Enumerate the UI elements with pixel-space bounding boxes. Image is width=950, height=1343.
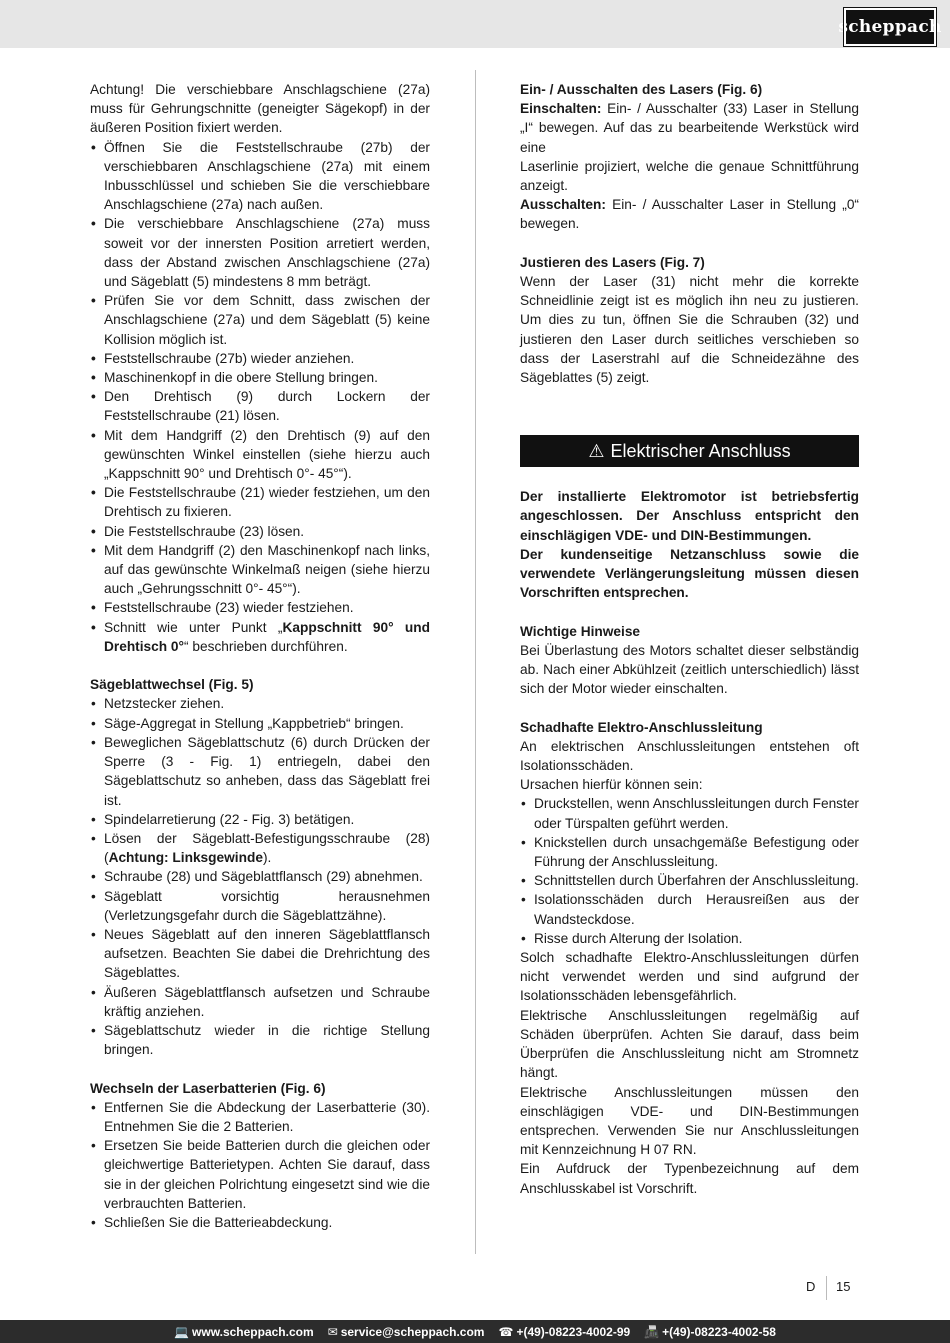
saw-blade-steps-list xyxy=(90,694,430,1059)
list-item: • Öffnen Sie die Feststellschraube (27b) der verschiebbaren Anschlagschiene (27a) mit einem Inbusschlüssel und schieben Sie die verschiebbare Anschlagschiene (27a) nach außen. xyxy=(90,138,430,215)
list-item: • Schließen Sie die Batterieabdeckung. xyxy=(90,1213,430,1232)
mains-connection-note: Der kundenseitige Netzanschluss sowie die verwendete Verlängerungsleitung müssen diesen Vorschriften entsprechen. xyxy=(520,546,859,601)
list-item: • Schraube (28) und Sägeblattflansch (29) abnehmen. xyxy=(90,867,430,886)
section-title-text: Elektrischer Anschluss xyxy=(610,441,791,462)
defective-cable-heading: Schadhafte Elektro-Anschlussleitung xyxy=(520,719,763,735)
list-item: • Die Feststellschraube (21) wieder festziehen, um den Drehtisch zu fixieren. xyxy=(90,483,430,521)
laser-adjust-heading: Justieren des Lasers (Fig. 7) xyxy=(520,254,705,270)
list-item: • Risse durch Alterung der Isolation. xyxy=(520,929,859,948)
list-item: • Maschinenkopf in die obere Stellung bringen. xyxy=(90,368,430,387)
list-item: • Die verschiebbare Anschlagschiene (27a) muss soweit vor der innersten Position arretiert werden, dass der Abstand zwischen Anschlagschiene (27a) und Sägeblatt (5) mindestens 8 mm beträgt. xyxy=(90,214,430,291)
fax-icon: 📠 xyxy=(644,1324,660,1339)
step-emphasis: Achtung: Linksgewinde xyxy=(108,850,263,866)
list-item: • Sägeblattschutz wieder in die richtige Stellung bringen. xyxy=(90,1021,430,1059)
list-item: • Den Drehtisch (9) durch Lockern der Feststellschraube (21) lösen. xyxy=(90,387,430,425)
footer-bar xyxy=(0,1320,950,1343)
footer-website[interactable] xyxy=(174,1325,314,1339)
laser-line-text: Laserlinie projiziert, welche die genaue Schnittführung anzeigt. xyxy=(520,158,859,194)
scheppach-logo: scheppach xyxy=(844,8,936,46)
defective-cable-paragraph: Solch schadhafte Elektro-Anschlussleitungen dürfen nicht verwendet werden und sind aufgrund der Isolationsschäden lebensgefährlich. xyxy=(520,950,859,1004)
list-item: • Entfernen Sie die Abdeckung der Laserbatterie (30). Entnehmen Sie die 2 Batterien. xyxy=(90,1098,430,1136)
list-item: • Feststellschraube (27b) wieder anziehen. xyxy=(90,349,430,368)
defective-cable-intro: An elektrischen Anschlussleitungen entstehen oft Isolationsschäden. xyxy=(520,738,859,774)
step-text: Schnitt wie unter Punkt „ xyxy=(104,619,283,635)
laser-off-description: Ein- / Ausschalter Laser in Stellung „0“ bewegen. xyxy=(520,197,859,232)
laser-battery-steps-list xyxy=(90,1098,430,1232)
footer-fax xyxy=(644,1325,776,1339)
footer-email[interactable] xyxy=(328,1325,485,1339)
email-text: service@scheppach.com xyxy=(340,1324,485,1339)
list-item: • Spindelarretierung (22 - Fig. 3) betätigen. xyxy=(90,810,430,829)
phone-icon: ☎ xyxy=(498,1324,514,1339)
miter-caution-text: Achtung! Die verschiebbare Anschlagschiene (27a) muss für Gehrungschnitte (geneigter Sägekopf) in der äußeren Position fixiert werden. xyxy=(90,82,430,136)
fax-text: +(49)-08223-4002-58 xyxy=(662,1324,776,1339)
list-item: • Die Feststellschraube (23) lösen. xyxy=(90,522,430,541)
phone-text: +(49)-08223-4002-99 xyxy=(516,1324,631,1339)
footer-phone xyxy=(498,1325,630,1339)
motor-connection-note: Der installierte Elektromotor ist betriebsfertig angeschlossen. Der Anschluss entspricht den einschlägigen VDE- und DIN-Bestimmungen. xyxy=(520,489,859,543)
warning-triangle-icon: ⚠ xyxy=(588,441,605,462)
website-text: www.scheppach.com xyxy=(192,1324,314,1339)
important-notes-text: Bei Überlastung des Motors schaltet dieser selbständig ab. Nach einer Abkühlzeit (zeitlich unterschiedlich) lässt sich der Motor wieder einschalten. xyxy=(520,642,859,697)
miter-steps-list xyxy=(90,138,430,656)
list-item: • Sägeblatt vorsichtig herausnehmen (Verletzungsgefahr durch die Sägeblattzähne). xyxy=(90,887,430,925)
list-item: • Äußeren Sägeblattflansch aufsetzen und Schraube kräftig anziehen. xyxy=(90,983,430,1021)
list-item: • Knickstellen durch unsachgemäße Befestigung oder Führung der Anschlussleitung. xyxy=(520,833,859,871)
step-text: ). xyxy=(262,850,272,866)
laser-adjust-text: Wenn der Laser (31) nicht mehr die korrekte Schneidlinie zeigt ist es möglich ihn neu zu justieren. Um dies zu tun, öffnen Sie die Schrauben (32) und justieren den Laser durch seitliches verschieben so dass der Laserstrahl auf die Schneidezähne des Sägeblattes (5) zeigt. xyxy=(520,274,859,386)
laser-off-text xyxy=(520,195,859,233)
defective-cable-paragraph: Ein Aufdruck der Typenbezeichnung auf dem Anschlusskabel ist Vorschrift. xyxy=(520,1161,859,1196)
defective-cable-causes-label: Ursachen hierfür können sein: xyxy=(520,777,703,793)
mail-icon: ✉ xyxy=(327,1324,338,1339)
list-item: • Säge-Aggregat in Stellung „Kappbetrieb“ bringen. xyxy=(90,714,430,733)
header-bar xyxy=(0,0,950,48)
list-item: • Mit dem Handgriff (2) den Drehtisch (9) auf den gewünschten Winkel einstellen (siehe hierzu auch „Kappschnitt 90° und Drehtisch 0°- 45°“). xyxy=(90,426,430,484)
laser-on-label: Einschalten: xyxy=(520,101,602,117)
right-column xyxy=(520,80,859,1198)
column-divider xyxy=(475,70,476,1254)
laser-switch-heading: Ein- / Ausschalten des Lasers (Fig. 6) xyxy=(520,82,763,97)
left-column xyxy=(90,80,430,1232)
list-item: • Netzstecker ziehen. xyxy=(90,694,430,713)
defective-cable-causes-list xyxy=(520,794,859,948)
list-item xyxy=(90,829,430,867)
laser-on-description: Ein- / Ausschalter (33) Laser in Stellung „I“ bewegen. Auf das zu bearbeitende Werkstück wird eine xyxy=(520,101,859,155)
page-number-separator xyxy=(826,1276,827,1300)
laser-on-text xyxy=(520,99,859,157)
list-item xyxy=(90,618,430,656)
list-item: • Isolationsschäden durch Herausreißen aus der Wandsteckdose. xyxy=(520,890,859,928)
step-text: Lösen der Sägeblatt-Befestigungsschraube (28) ( xyxy=(104,830,430,866)
page-number: 15 xyxy=(836,1279,851,1294)
laser-battery-heading: Wechseln der Laserbatterien (Fig. 6) xyxy=(90,1080,326,1096)
saw-blade-change-heading: Sägeblattwechsel (Fig. 5) xyxy=(90,677,254,693)
list-item: • Mit dem Handgriff (2) den Maschinenkopf nach links, auf das gewünschte Winkelmaß neigen (siehe hierzu auch „Gehrungsschnitt 0°- 45°“). xyxy=(90,541,430,599)
defective-cable-paragraph: Elektrische Anschlussleitungen müssen den einschlägigen VDE- und DIN-Bestimmungen entsprechen. Verwenden Sie nur Anschlussleitungen mit Kennzeichnung H 07 RN. xyxy=(520,1084,859,1158)
list-item: • Schnittstellen durch Überfahren der Anschlussleitung. xyxy=(520,871,859,890)
laser-off-label: Ausschalten: xyxy=(520,197,606,213)
important-notes-heading: Wichtige Hinweise xyxy=(520,623,641,639)
defective-cable-paragraph: Elektrische Anschlussleitungen regelmäßig auf Schäden überprüfen. Achten Sie darauf, dass beim Überprüfen die Anschlussleitung nicht am Stromnetz hängt. xyxy=(520,1007,859,1081)
step-emphasis: Kappschnitt 90° und Drehtisch 0° xyxy=(104,619,430,654)
computer-icon: 💻 xyxy=(174,1324,190,1339)
list-item: • Beweglichen Sägeblattschutz (6) durch Drücken der Sperre (3 - Fig. 1) entriegeln, dabei den Sägeblattschutz so anheben, dass das Sägeblatt frei ist. xyxy=(90,733,430,810)
list-item: • Druckstellen, wenn Anschlussleitungen durch Fenster oder Türspalten geführt werden. xyxy=(520,794,859,832)
list-item: • Feststellschraube (23) wieder festziehen. xyxy=(90,598,430,617)
step-text: “ beschrieben durchführen. xyxy=(184,638,348,654)
list-item: • Neues Sägeblatt auf den inneren Sägeblattflansch aufsetzen. Beachten Sie dabei die Drehrichtung des Sägeblattes. xyxy=(90,925,430,983)
page-language: D xyxy=(806,1279,816,1294)
list-item: • Prüfen Sie vor dem Schnitt, dass zwischen der Anschlagschiene (27a) und dem Sägeblatt (5) keine Kollision möglich ist. xyxy=(90,291,430,349)
electrical-connection-section-title xyxy=(520,435,859,467)
list-item: • Ersetzen Sie beide Batterien durch die gleichen oder gleichwertige Batterietypen. Achten Sie darauf, dass sie in der gleichen Polrichtung eingesetzt sind wie die verbrauchten Batterien. xyxy=(90,1136,430,1213)
